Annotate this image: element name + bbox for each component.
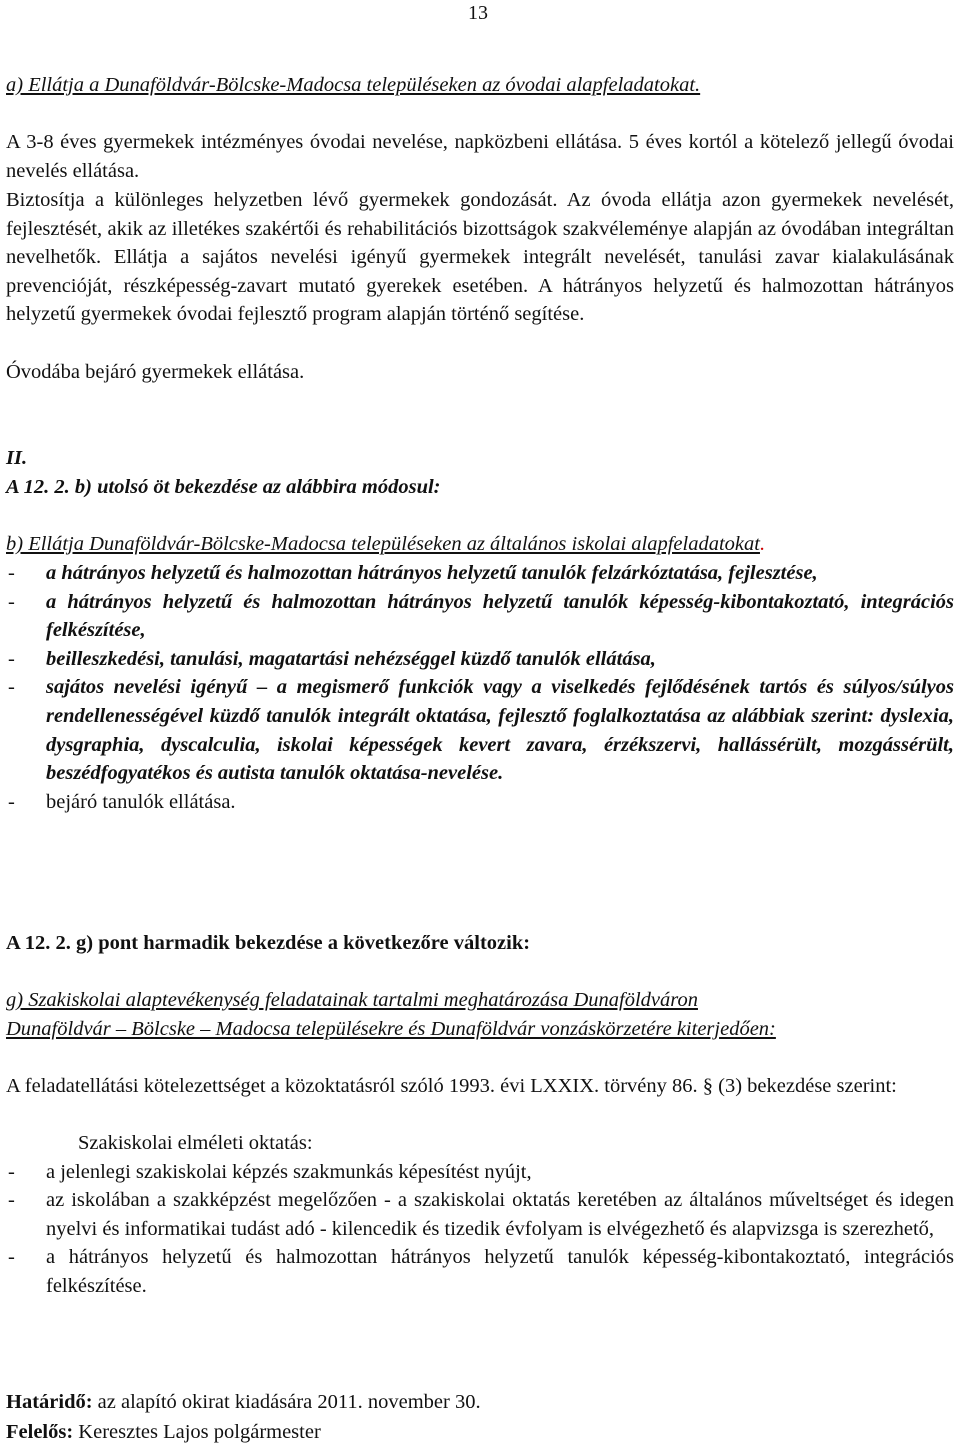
section-roman-heading: II. bbox=[6, 447, 28, 469]
section-g-subhead: Szakiskolai elméleti oktatás: bbox=[78, 1132, 313, 1154]
list-dash: - bbox=[8, 647, 15, 670]
section-b-heading-text: b) Ellátja Dunaföldvár-Bölcske-Madocsa településeken az általános iskolai alapfeladatokat bbox=[6, 533, 760, 555]
section-a-heading bbox=[6, 71, 954, 100]
list-item-text: a hátrányos helyzetű és halmozottan hátrányos helyzetű tanulók képesség-kibontakoztató, integrációs felkészítése. bbox=[46, 1246, 954, 1297]
section-g-para: A feladatellátási kötelezettséget a közoktatásról szóló 1993. évi LXXIX. törvény 86. § (3) bekezdése szerint: bbox=[6, 1075, 897, 1097]
list-dash: - bbox=[8, 790, 15, 813]
list-item bbox=[6, 1186, 954, 1243]
section-g-heading bbox=[6, 986, 954, 1043]
list-item-text: a hátrányos helyzetű és halmozottan hátrányos helyzetű tanulók képesség-kibontakoztató, integrációs felkészítése, bbox=[46, 590, 954, 642]
list-dash: - bbox=[8, 1189, 15, 1212]
deadline-text: az alapító okirat kiadására 2011. november 30. bbox=[92, 1391, 481, 1413]
section-g-intro: A 12. 2. g) pont harmadik bekezdése a következőre változik: bbox=[6, 932, 531, 954]
list-dash: - bbox=[8, 1246, 15, 1269]
section-g-list bbox=[6, 1129, 954, 1301]
responsible-text: Keresztes Lajos polgármester bbox=[73, 1421, 321, 1443]
list-dash: - bbox=[8, 1160, 15, 1183]
section-ii-intro: A 12. 2. b) utolsó öt bekezdése az alábbira módosul: bbox=[6, 476, 441, 498]
responsible-label: Felelős: bbox=[6, 1421, 74, 1443]
list-item bbox=[6, 588, 954, 645]
section-b-list bbox=[6, 559, 954, 816]
list-item bbox=[6, 673, 954, 787]
list-item bbox=[6, 559, 954, 588]
list-item-text: a hátrányos helyzetű és halmozottan hátrányos helyzetű tanulók felzárkóztatása, fejlesztése, bbox=[46, 562, 818, 584]
section-a-heading-text: a) Ellátja a Dunaföldvár-Bölcske-Madocsa településeken az óvodai alapfeladatokat. bbox=[6, 74, 701, 96]
section-a-para2: Biztosítja a különleges helyzetben lévő gyermekek gondozását. Az óvoda ellátja azon gyermekek nevelését, fejlesztését, akik az illetékes szakértői és rehabilitációs bizottságok szakvéleménye alapján az óvodában integráltan nevelhetők. Ellátja a sajátos nevelési igényű gyermekek integrált nevelését, tanulási zavar kialakulásának prevencióját, részképesség-zavart mutató gyerekek esetében. A hátrányos helyzetű és halmozottan hátrányos helyzetű gyermekek óvodai fejlesztő program alapján történő segítése. bbox=[6, 189, 954, 326]
list-item bbox=[6, 645, 954, 674]
list-dash: - bbox=[8, 562, 15, 584]
list-dash: - bbox=[8, 676, 15, 699]
deadline-line bbox=[6, 1388, 954, 1417]
list-dash: - bbox=[8, 590, 15, 613]
page-number: 13 bbox=[468, 2, 488, 24]
list-item-text: bejáró tanulók ellátása. bbox=[46, 790, 236, 813]
list-item-text: az iskolában a szakképzést megelőzően - a szakiskolai oktatás keretében az általános műveltséget és idegen nyelvi és informatikai tudást adó - kilencedik és tizedik évfolyam is elvégezhető és alapvizsga is szerezhető, bbox=[46, 1189, 954, 1240]
section-a-para1: A 3-8 éves gyermekek intézményes óvodai nevelése, napközbeni ellátása. 5 éves kortól a kötelező jellegű óvodai nevelés ellátása. bbox=[6, 131, 954, 182]
section-g-heading-line2: Dunaföldvár – Bölcske – Madocsa településekre és Dunaföldvár vonzáskörzetére kiterjedően: bbox=[6, 1017, 776, 1040]
list-item-text: beilleszkedési, tanulási, magatartási nehézséggel küzdő tanulók ellátása, bbox=[46, 647, 656, 670]
section-b-heading-dot: . bbox=[759, 533, 766, 555]
list-item bbox=[6, 1158, 954, 1187]
list-item bbox=[6, 788, 954, 817]
section-b-heading bbox=[6, 530, 954, 559]
list-item bbox=[6, 1243, 954, 1300]
responsible-line bbox=[6, 1418, 954, 1447]
list-item-text: sajátos nevelési igényű – a megismerő funkciók vagy a viselkedés fejlődésének tartós és súlyos/súlyos rendellenességével küzdő tanulók integrált oktatása, fejlesztő foglalkoztatása az alábbiak szerint: dyslexia, dysgraphia, dyscalculia, iskolai képességek kevert zavara, érzékszervi, hallássérült, mozgássérült, beszédfogyatékos és autista tanulók oktatása-nevelése. bbox=[46, 676, 954, 785]
section-g-heading-line1: g) Szakiskolai alaptevékenység feladatainak tartalmi meghatározása Dunaföldváron bbox=[6, 989, 698, 1011]
section-a-para3: Óvodába bejáró gyermekek ellátása. bbox=[6, 361, 305, 383]
deadline-label: Határidő: bbox=[6, 1391, 93, 1413]
list-item-text: a jelenlegi szakiskolai képzés szakmunkás képesítést nyújt, bbox=[46, 1160, 532, 1183]
